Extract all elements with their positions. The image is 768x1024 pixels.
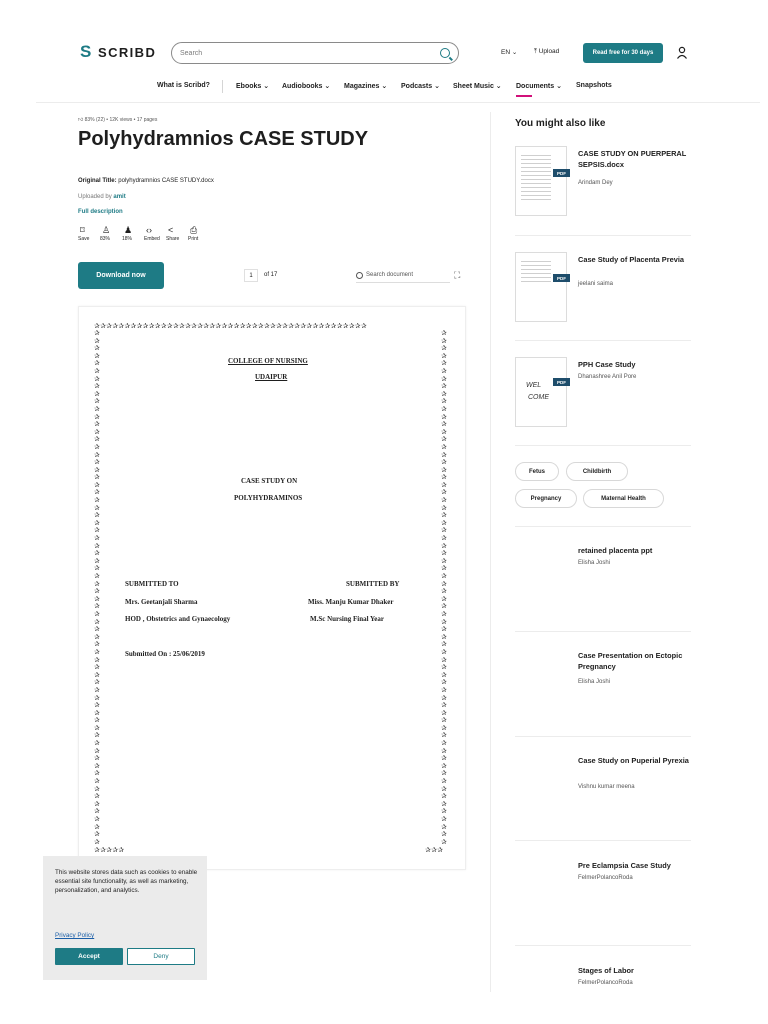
college-name: COLLEGE OF NURSING — [228, 357, 308, 365]
nav-podcasts[interactable]: Podcasts ⌄ — [401, 83, 440, 90]
pdf-badge: PDF — [553, 169, 570, 177]
recommended-author: Dhanashree Anil Pore — [578, 374, 637, 380]
recommended-author: Arindam Dey — [578, 180, 613, 186]
category-nav — [0, 78, 768, 98]
thumbnail-text: WEL — [526, 382, 542, 389]
star-border-left: ✰✰✰✰✰✰✰✰✰✰✰✰✰✰✰✰✰✰✰✰✰✰✰✰✰✰✰✰✰✰✰✰✰✰✰✰✰✰✰✰✰✰✰✰✰✰✰✰✰✰✰✰✰✰✰✰✰✰✰✰✰✰✰✰✰✰✰✰ — [94, 329, 100, 846]
accept-cookies-button[interactable]: Accept — [55, 948, 123, 965]
save-button[interactable]: ⌑ Save — [78, 225, 90, 242]
recommended-title[interactable]: Case Study of Placenta Previa — [578, 255, 684, 264]
logo-text: SCRIBD — [98, 44, 157, 60]
recommended-author: FelmerPolancoRoda — [578, 875, 633, 881]
tag-maternal-health[interactable]: Maternal Health — [583, 489, 664, 508]
nav-what-is-scribd[interactable]: What is Scribd? — [157, 82, 210, 89]
cookie-banner — [43, 856, 207, 980]
nav-audiobooks[interactable]: Audiobooks ⌄ — [282, 83, 331, 90]
header-divider — [36, 102, 760, 103]
star-border-top: ✰✰✰✰✰✰✰✰✰✰✰✰✰✰✰✰✰✰✰✰✰✰✰✰✰✰✰✰✰✰✰✰✰✰✰✰✰✰✰✰✰✰✰✰✰ — [94, 322, 367, 330]
recommended-title[interactable]: retained placenta ppt — [578, 546, 653, 555]
document-thumbnail — [515, 252, 567, 322]
uploader-link[interactable]: amit — [113, 194, 126, 200]
nav-ebooks[interactable]: Ebooks ⌄ — [236, 83, 270, 90]
document-thumbnail — [515, 357, 567, 427]
recommended-title[interactable]: Case Presentation on Ectopic Pregnancy — [578, 651, 683, 671]
scribd-logo[interactable] — [80, 44, 156, 60]
sidebar-separator — [515, 945, 691, 946]
tag-childbirth[interactable]: Childbirth — [566, 462, 628, 481]
deny-cookies-button[interactable]: Deny — [127, 948, 195, 965]
page-number-input[interactable]: 1 — [244, 269, 258, 282]
tag-pregnancy[interactable]: Pregnancy — [515, 489, 577, 508]
recommended-item[interactable] — [515, 357, 691, 437]
nav-snapshots[interactable]: Snapshots — [576, 82, 612, 89]
pdf-badge: PDF — [553, 378, 570, 386]
print-button[interactable]: ⎙ Print — [188, 225, 199, 242]
fullscreen-icon[interactable]: ⛶ — [454, 270, 461, 280]
uploaded-by: Uploaded by amit — [78, 194, 126, 200]
chevron-down-icon: ⌄ — [511, 49, 518, 56]
thumbs-down-icon: ♟ — [124, 225, 133, 235]
pdf-badge: PDF — [553, 274, 570, 282]
recommended-author: Elisha Joshi — [578, 560, 611, 566]
document-actions — [78, 224, 210, 242]
submitted-by-name: Miss. Manju Kumar Dhaker — [308, 598, 394, 606]
print-icon: ⎙ — [190, 225, 198, 235]
search-input[interactable] — [171, 42, 459, 64]
search-icon[interactable] — [440, 48, 450, 58]
document-stats: 👍︎ 83% (22) • 12K views • 17 pages — [78, 117, 158, 123]
upload-label: Upload — [538, 48, 560, 55]
full-description-link[interactable]: Full description — [78, 209, 123, 215]
recommended-title[interactable]: Pre Eclampsia Case Study — [578, 861, 671, 870]
search-placeholder: Search — [180, 49, 203, 57]
nav-sheet-music[interactable]: Sheet Music ⌄ — [453, 83, 502, 90]
downvote-button[interactable]: ♟ 18% — [122, 225, 133, 242]
sidebar-separator — [515, 445, 691, 446]
sidebar-separator — [515, 235, 691, 236]
recommended-item[interactable] — [515, 963, 691, 1003]
document-title: Polyhydramnios CASE STUDY — [78, 128, 369, 150]
submitted-on: Submitted On : 25/06/2019 — [125, 650, 205, 658]
recommended-author: jeelani saima — [578, 281, 614, 287]
document-thumbnail — [515, 146, 567, 216]
search-document-input[interactable] — [356, 268, 450, 283]
document-page-preview — [78, 306, 466, 870]
star-border-right: ✰✰✰✰✰✰✰✰✰✰✰✰✰✰✰✰✰✰✰✰✰✰✰✰✰✰✰✰✰✰✰✰✰✰✰✰✰✰✰✰✰✰✰✰✰✰✰✰✰✰✰✰✰✰✰✰✰✰✰✰✰✰✰✰✰✰✰✰ — [441, 329, 447, 846]
nav-documents[interactable]: Documents ⌄ — [516, 83, 562, 90]
submitted-to-name: Mrs. Geetanjali Sharma — [125, 598, 198, 606]
thumbnail-text: COME — [528, 394, 549, 401]
share-icon: < — [168, 225, 174, 235]
recommended-item[interactable] — [515, 858, 691, 938]
star-border-bottom-right: ✰✰✰ — [425, 846, 444, 854]
sidebar-separator — [515, 631, 691, 632]
submitted-by-label: SUBMITTED BY — [346, 580, 400, 588]
sidebar-separator — [515, 736, 691, 737]
scribd-logo-icon: S — [80, 42, 92, 61]
thumbs-up-icon: ♙ — [102, 225, 111, 235]
language-selector[interactable] — [501, 48, 517, 56]
recommended-title[interactable]: Stages of Labor — [578, 966, 634, 975]
recommended-author: Vishnu kumar meena — [578, 784, 635, 790]
upvote-button[interactable]: ♙ 83% — [100, 225, 111, 242]
recommended-title[interactable]: PPH Case Study — [578, 360, 636, 369]
upload-button[interactable] — [534, 48, 559, 56]
thumbs-up-icon: 👍︎ — [78, 117, 84, 123]
language-label: EN — [501, 49, 511, 56]
recommended-author: Elisha Joshi — [578, 679, 611, 685]
submitted-to-role: HOD , Obstetrics and Gynaecology — [125, 615, 231, 623]
nav-magazines[interactable]: Magazines ⌄ — [344, 83, 388, 90]
submitted-by-role: M.Sc Nursing Final Year — [310, 615, 385, 623]
nav-divider — [222, 80, 223, 93]
cookie-text: This website stores data such as cookies to enable essential site functionality, as well as marketing, personalization, and analytics. — [55, 869, 198, 894]
recommended-title[interactable]: CASE STUDY ON PUERPERAL SEPSIS.docx — [578, 149, 687, 169]
page-total: of 17 — [264, 272, 278, 278]
embed-button[interactable]: ‹› Embed — [144, 225, 160, 242]
download-now-button[interactable]: Download now — [78, 262, 164, 289]
bookmark-icon: ⌑ — [80, 225, 85, 235]
user-icon[interactable] — [676, 46, 688, 60]
case-study-topic: POLYHYDRAMINOS — [234, 494, 303, 502]
search-document-placeholder: Search document — [366, 272, 414, 278]
submitted-to-label: SUBMITTED TO — [125, 580, 179, 588]
original-title: Original Title: polyhydramnios CASE STUDY.docx — [78, 178, 214, 184]
recommended-author: FelmerPolancoRoda — [578, 980, 633, 986]
case-study-on: CASE STUDY ON — [241, 477, 298, 485]
sidebar-separator — [515, 840, 691, 841]
recommended-item[interactable] — [515, 146, 691, 226]
recommended-item[interactable] — [515, 543, 691, 623]
recommended-item[interactable] — [515, 753, 691, 833]
city-name: UDAIPUR — [255, 373, 288, 381]
sidebar-separator — [515, 340, 691, 341]
sidebar-divider — [490, 112, 491, 992]
read-free-button[interactable]: Read free for 30 days — [583, 43, 663, 63]
top-bar — [36, 36, 760, 70]
share-button[interactable]: < Share — [166, 225, 180, 242]
upload-icon: ⤒ — [534, 48, 537, 55]
recommended-item[interactable] — [515, 648, 691, 728]
recommended-title[interactable]: Case Study on Puperial Pyrexia — [578, 756, 689, 765]
search-icon — [356, 272, 363, 279]
sidebar-separator — [515, 526, 691, 527]
star-border-bottom-left: ✰✰✰✰✰ — [94, 846, 125, 854]
privacy-policy-link[interactable]: Privacy Policy — [55, 932, 95, 939]
sidebar-heading: You might also like — [515, 118, 606, 129]
recommended-item[interactable] — [515, 252, 691, 332]
tag-fetus[interactable]: Fetus — [515, 462, 559, 481]
embed-icon: ‹› — [146, 225, 152, 235]
nav-active-indicator — [516, 95, 532, 97]
